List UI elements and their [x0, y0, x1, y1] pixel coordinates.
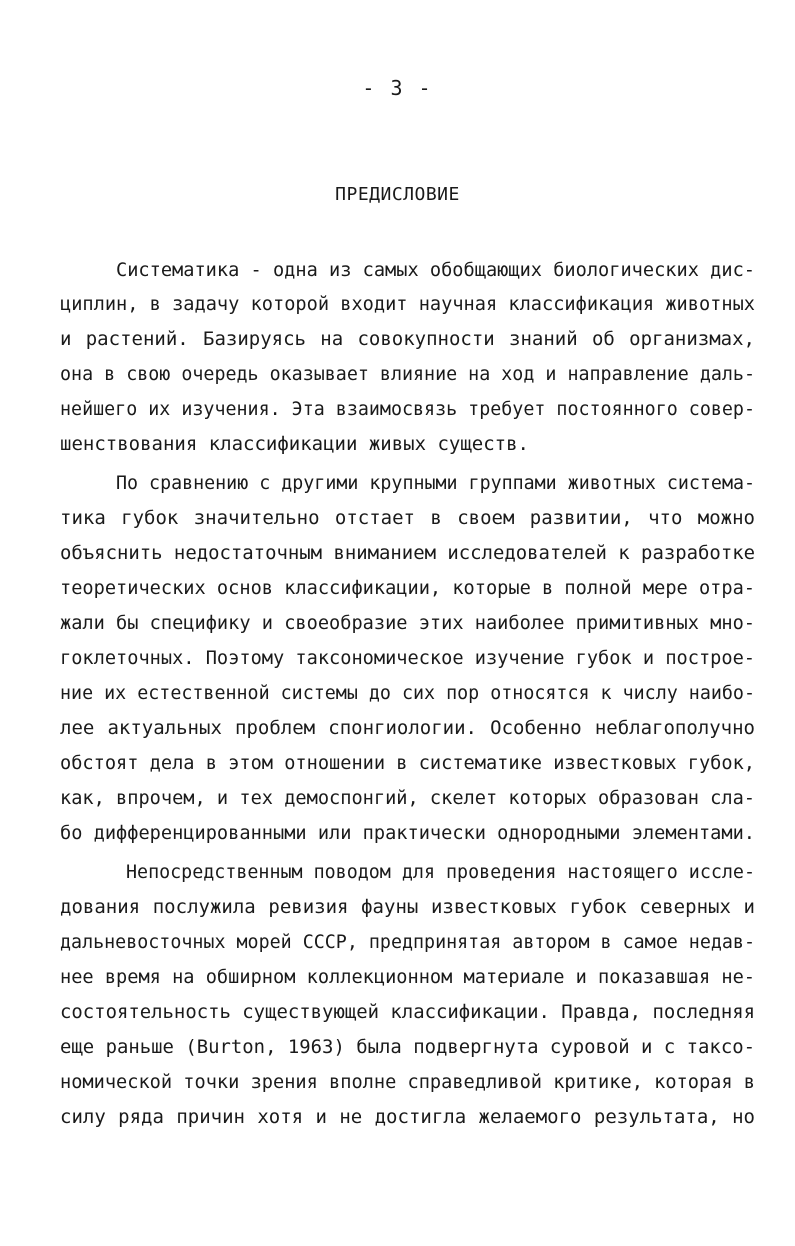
text-line: объяснить недостаточным вниманием исследователей к разработке [60, 542, 755, 564]
text-line: она в свою очередь оказывает влияние на ход и направление даль- [60, 363, 755, 385]
text-line: нейшего их изучения. Эта взаимосвязь требует постоянного совер- [60, 398, 755, 420]
text-line: номической точки зрения вполне справедливой критике, которая в [60, 1071, 755, 1093]
text-line: дования послужила ревизия фауны известковых губок северных и [60, 896, 755, 918]
text-line: лее актуальных проблем спонгиологии. Особенно неблагополучно [60, 717, 755, 739]
text-line: Систематика - одна из самых обобщающих биологических дис- [116, 259, 755, 281]
text-line: как, впрочем, и тех демоспонгий, скелет которых образован сла- [60, 787, 755, 809]
text-line: ние их естественной системы до сих пор относятся к числу наибо- [60, 682, 755, 704]
text-line: еще раньше (Burton, 1963) была подвергнута суровой и с таксо- [60, 1036, 755, 1058]
text-line: гоклеточных. Поэтому таксономическое изучение губок и построе- [60, 647, 755, 669]
text-line: состоятельность существующей классификации. Правда, последняя [60, 1001, 755, 1023]
text-line: и растений. Базируясь на совокупности знаний об организмах, [60, 328, 755, 350]
text-line: бо дифференцированными или практически однородными элементами. [60, 822, 755, 844]
text-line: силу ряда причин хотя и не достигла желаемого результата, но [60, 1106, 755, 1128]
page-number: - 3 - [362, 76, 433, 100]
text-line: жали бы специфику и своеобразие этих наиболее примитивных мно- [60, 612, 755, 634]
text-line: дальневосточных морей СССР, предпринятая автором в самое недав- [60, 931, 755, 953]
section-title: ПРЕДИСЛОВИЕ [335, 184, 460, 205]
text-line: Непосредственным поводом для проведения настоящего иссле- [126, 861, 755, 883]
text-line: шенствования классификации живых существ. [60, 433, 529, 455]
text-line: обстоят дела в этом отношении в систематике известковых губок, [60, 752, 755, 774]
text-line: тика губок значительно отстает в своем развитии, что можно [60, 507, 755, 529]
text-line: циплин, в задачу которой входит научная классификация животных [60, 293, 755, 315]
text-line: нее время на обширном коллекционном материале и показавшая не- [60, 966, 755, 988]
text-line: теоретических основ классификации, которые в полной мере отра- [60, 577, 755, 599]
text-line: По сравнению с другими крупными группами животных система- [116, 472, 755, 494]
